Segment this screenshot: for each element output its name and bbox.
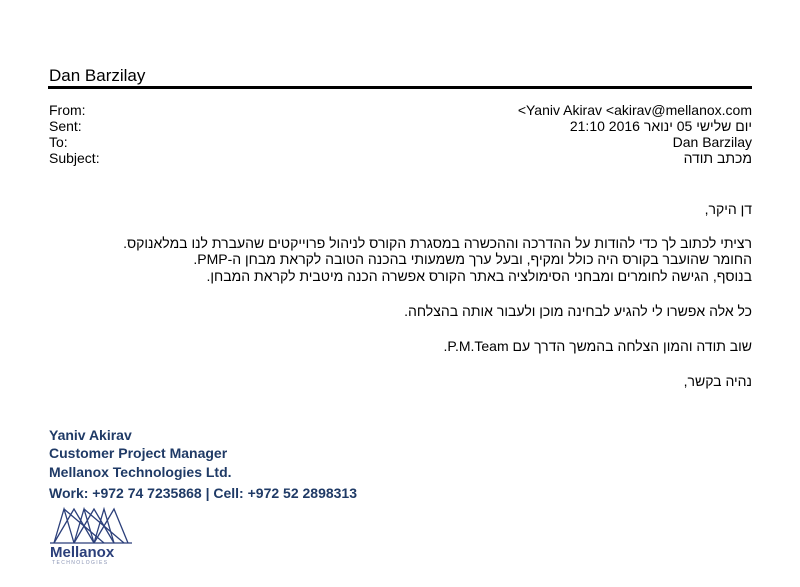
field-value: <Yaniv Akirav <akirav@mellanox.com	[517, 102, 752, 118]
mellanox-logo	[48, 503, 134, 565]
body-line: החומר שהועבר בקורס היה כולל ומקיף, ובעל ערך משמעותי בהכנה הטובה לקראת מבחן ה-PMP.	[193, 251, 752, 267]
field-value: יום שלישי 05 ינואר 2016 21:10	[569, 118, 752, 134]
body-line: כל אלה אפשרו לי להגיע לבחינה מוכן ולעבור אותה בהצלחה.	[404, 303, 752, 319]
signature-contact: Work: +972 74 7235868 | Cell: +972 52 2898313	[49, 485, 357, 501]
field-label: From:	[49, 102, 86, 118]
body-line: שוב תודה והמון הצלחה בהמשך הדרך עם P.M.Team.	[443, 338, 752, 354]
field-to	[49, 134, 752, 150]
field-label: To:	[49, 134, 68, 150]
body-line: רציתי לכתוב לך כדי להודות על ההדרכה וההכשרה במסגרת הקורס לניהול פרוייקטים שהעברת לנו במלאנוקס.	[123, 235, 752, 251]
sender-name: Dan Barzilay	[49, 66, 146, 85]
field-label: Sent:	[49, 118, 82, 134]
field-value: מכתב תודה	[683, 150, 752, 166]
field-label: Subject:	[49, 150, 100, 166]
field-from	[49, 102, 752, 118]
header-rule	[48, 86, 752, 89]
signature-title: Customer Project Manager	[49, 445, 228, 461]
logo-wordmark: Mellanox	[50, 544, 115, 561]
field-sent	[49, 118, 752, 134]
signature-name: Yaniv Akirav	[49, 427, 132, 443]
field-value: Dan Barzilay	[672, 134, 752, 150]
closing: נהיה בקשר,	[683, 373, 752, 389]
field-subject	[49, 150, 752, 166]
greeting: דן היקר,	[704, 201, 752, 217]
body-line: בנוסף, הגישה לחומרים ומבחני הסימולציה באתר הקורס אפשרה הכנה מיטבית לקראת המבחן.	[206, 268, 752, 284]
logo-tagline: TECHNOLOGIES	[52, 560, 109, 565]
signature-company: Mellanox Technologies Ltd.	[49, 464, 232, 480]
